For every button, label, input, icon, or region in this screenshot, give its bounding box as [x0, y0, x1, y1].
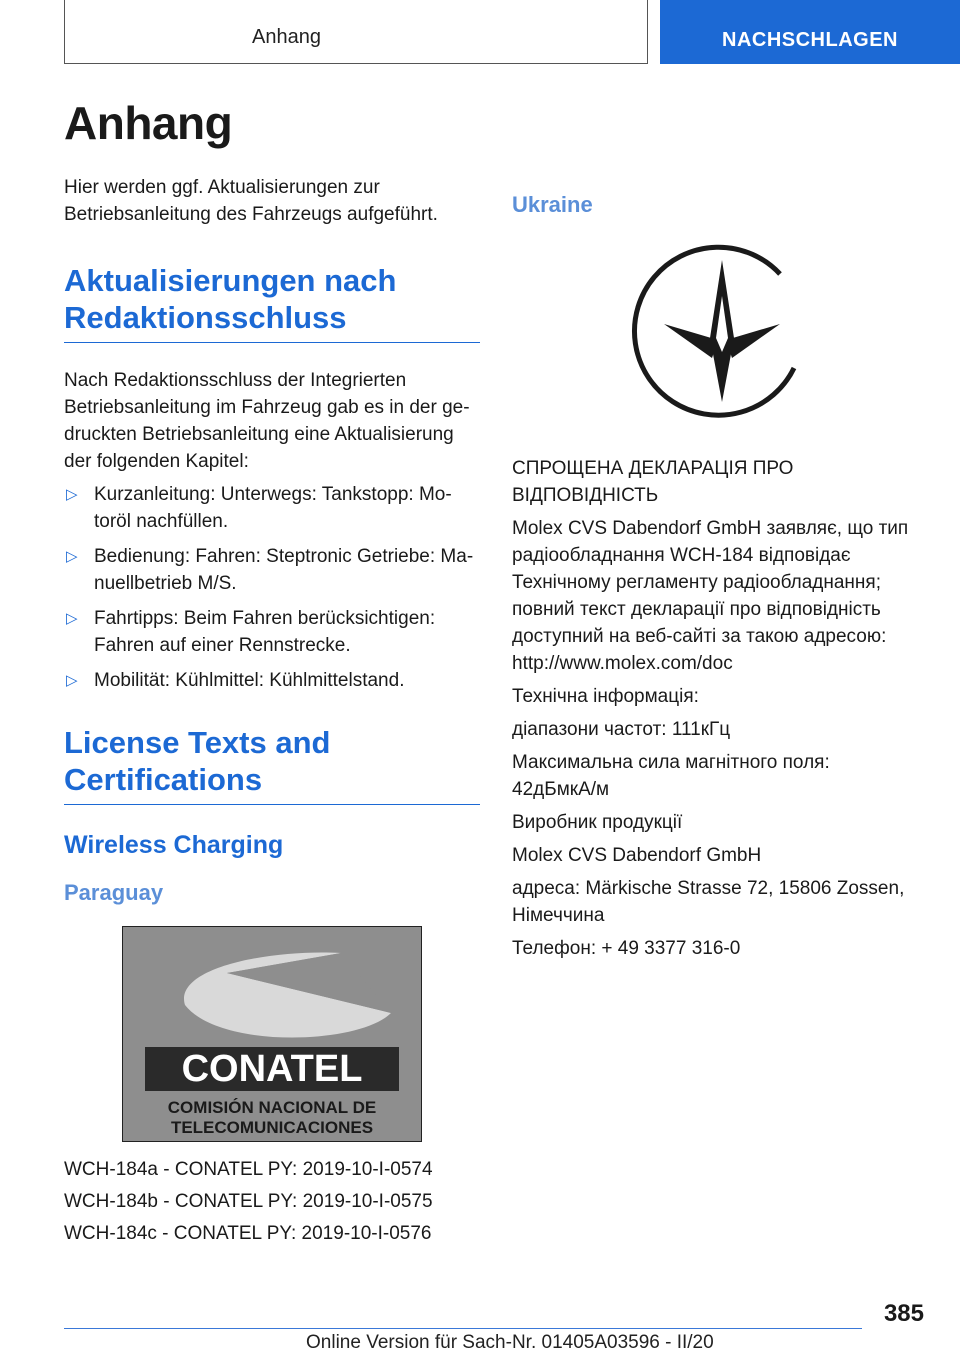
conatel-line1: COMISIÓN NACIONAL DE	[167, 1098, 377, 1117]
conatel-line2: TELECOMUNICACIONES	[170, 1118, 374, 1137]
manufacturer-label: Виробник продукції	[512, 812, 683, 833]
ukraine-heading: Ukraine	[512, 192, 593, 217]
list-item-text[interactable]: Mobilität: Kühlmittel: Kühlmittelstand.	[94, 670, 405, 691]
triangle-bullet-icon: ▷	[66, 486, 78, 503]
page-number: 385	[883, 1300, 924, 1327]
cert-line: WCH-184a - CONATEL PY: 2019-10-I-0574	[64, 1159, 433, 1180]
field-strength-info: Максимальна сила магнітного поля: 42дБмкА/м	[512, 752, 830, 800]
triangle-bullet-icon: ▷	[66, 548, 78, 565]
footer-divider	[64, 1328, 862, 1329]
header-frame	[64, 0, 648, 64]
ukraine-mark-graphic	[630, 240, 814, 424]
left-column	[64, 96, 480, 1252]
updates-list	[64, 481, 480, 694]
list-item-text[interactable]: Fahrtipps: Beim Fahren berücksichtigen: Fahren auf einer Rennstrecke.	[94, 608, 436, 656]
paraguay-heading: Paraguay	[64, 880, 164, 905]
list-item	[64, 667, 480, 694]
declaration-text: Molex CVS Dabendorf GmbH заявляє, що тип радіообладнання WCH-184 відповідає Технічному регламенту радіообладнання; повний текст декларації про відповідність доступний на веб-сайті за такою адресою: http://www.molex.com/doc	[512, 518, 909, 674]
page-title: Anhang	[64, 97, 233, 149]
list-item-text[interactable]: Bedienung: Fahren: Steptronic Getriebe: Manuellbetrieb M/S.	[94, 546, 474, 594]
header-tab[interactable]	[660, 0, 960, 64]
conatel-cert-lines	[64, 1156, 480, 1247]
manufacturer-phone: Телефон: + 49 3377 316-0	[512, 938, 741, 959]
cert-line: WCH-184b - CONATEL PY: 2019-10-I-0575	[64, 1191, 433, 1212]
conatel-logo-graphic	[123, 927, 420, 1140]
manufacturer-address: адреса: Märkische Strasse 72, 15806 Zossen, Німеччина	[512, 878, 905, 926]
cert-line: WCH-184c - CONATEL PY: 2019-10-I-0576	[64, 1223, 432, 1244]
frequency-info: діапазони частот: 111кГц	[512, 719, 731, 740]
wireless-charging-heading: Wireless Charging	[64, 831, 284, 859]
license-heading: License Texts and Certifications	[64, 724, 480, 805]
triangle-bullet-icon: ▷	[66, 610, 78, 627]
header-tab-label: NACHSCHLAGEN	[722, 29, 898, 51]
updates-text: Nach Redaktionsschluss der Integrierten Betriebsanleitung im Fahrzeug gab es in der gedruckten Betriebsanleitung eine Aktualisierung der folgenden Kapitel:	[64, 370, 470, 472]
tech-info-label: Технічна інформація:	[512, 686, 699, 707]
conatel-word: CONATEL	[181, 1048, 363, 1090]
conatel-logo	[122, 926, 422, 1142]
right-column	[512, 186, 912, 968]
intro-text: Hier werden ggf. Aktualisierungen zur Betriebsanleitung des Fahrzeugs aufgeführt.	[64, 177, 438, 225]
list-item	[64, 481, 480, 535]
manufacturer-name: Molex CVS Dabendorf GmbH	[512, 845, 762, 866]
ukraine-conformity-mark-icon	[630, 240, 912, 429]
triangle-bullet-icon: ▷	[66, 672, 78, 689]
declaration-title: СПРОЩЕНА ДЕКЛАРАЦІЯ ПРО ВІДПОВІДНІСТЬ	[512, 458, 794, 506]
list-item	[64, 605, 480, 659]
footer-text: Online Version für Sach-Nr. 01405A03596 - II/20	[306, 1332, 714, 1353]
updates-heading: Aktualisierungen nach Redaktionsschluss	[64, 262, 480, 343]
header-section-label: Anhang	[252, 26, 321, 48]
list-item-text[interactable]: Kurzanleitung: Unterwegs: Tankstopp: Motoröl nachfüllen.	[94, 484, 452, 532]
list-item	[64, 543, 480, 597]
